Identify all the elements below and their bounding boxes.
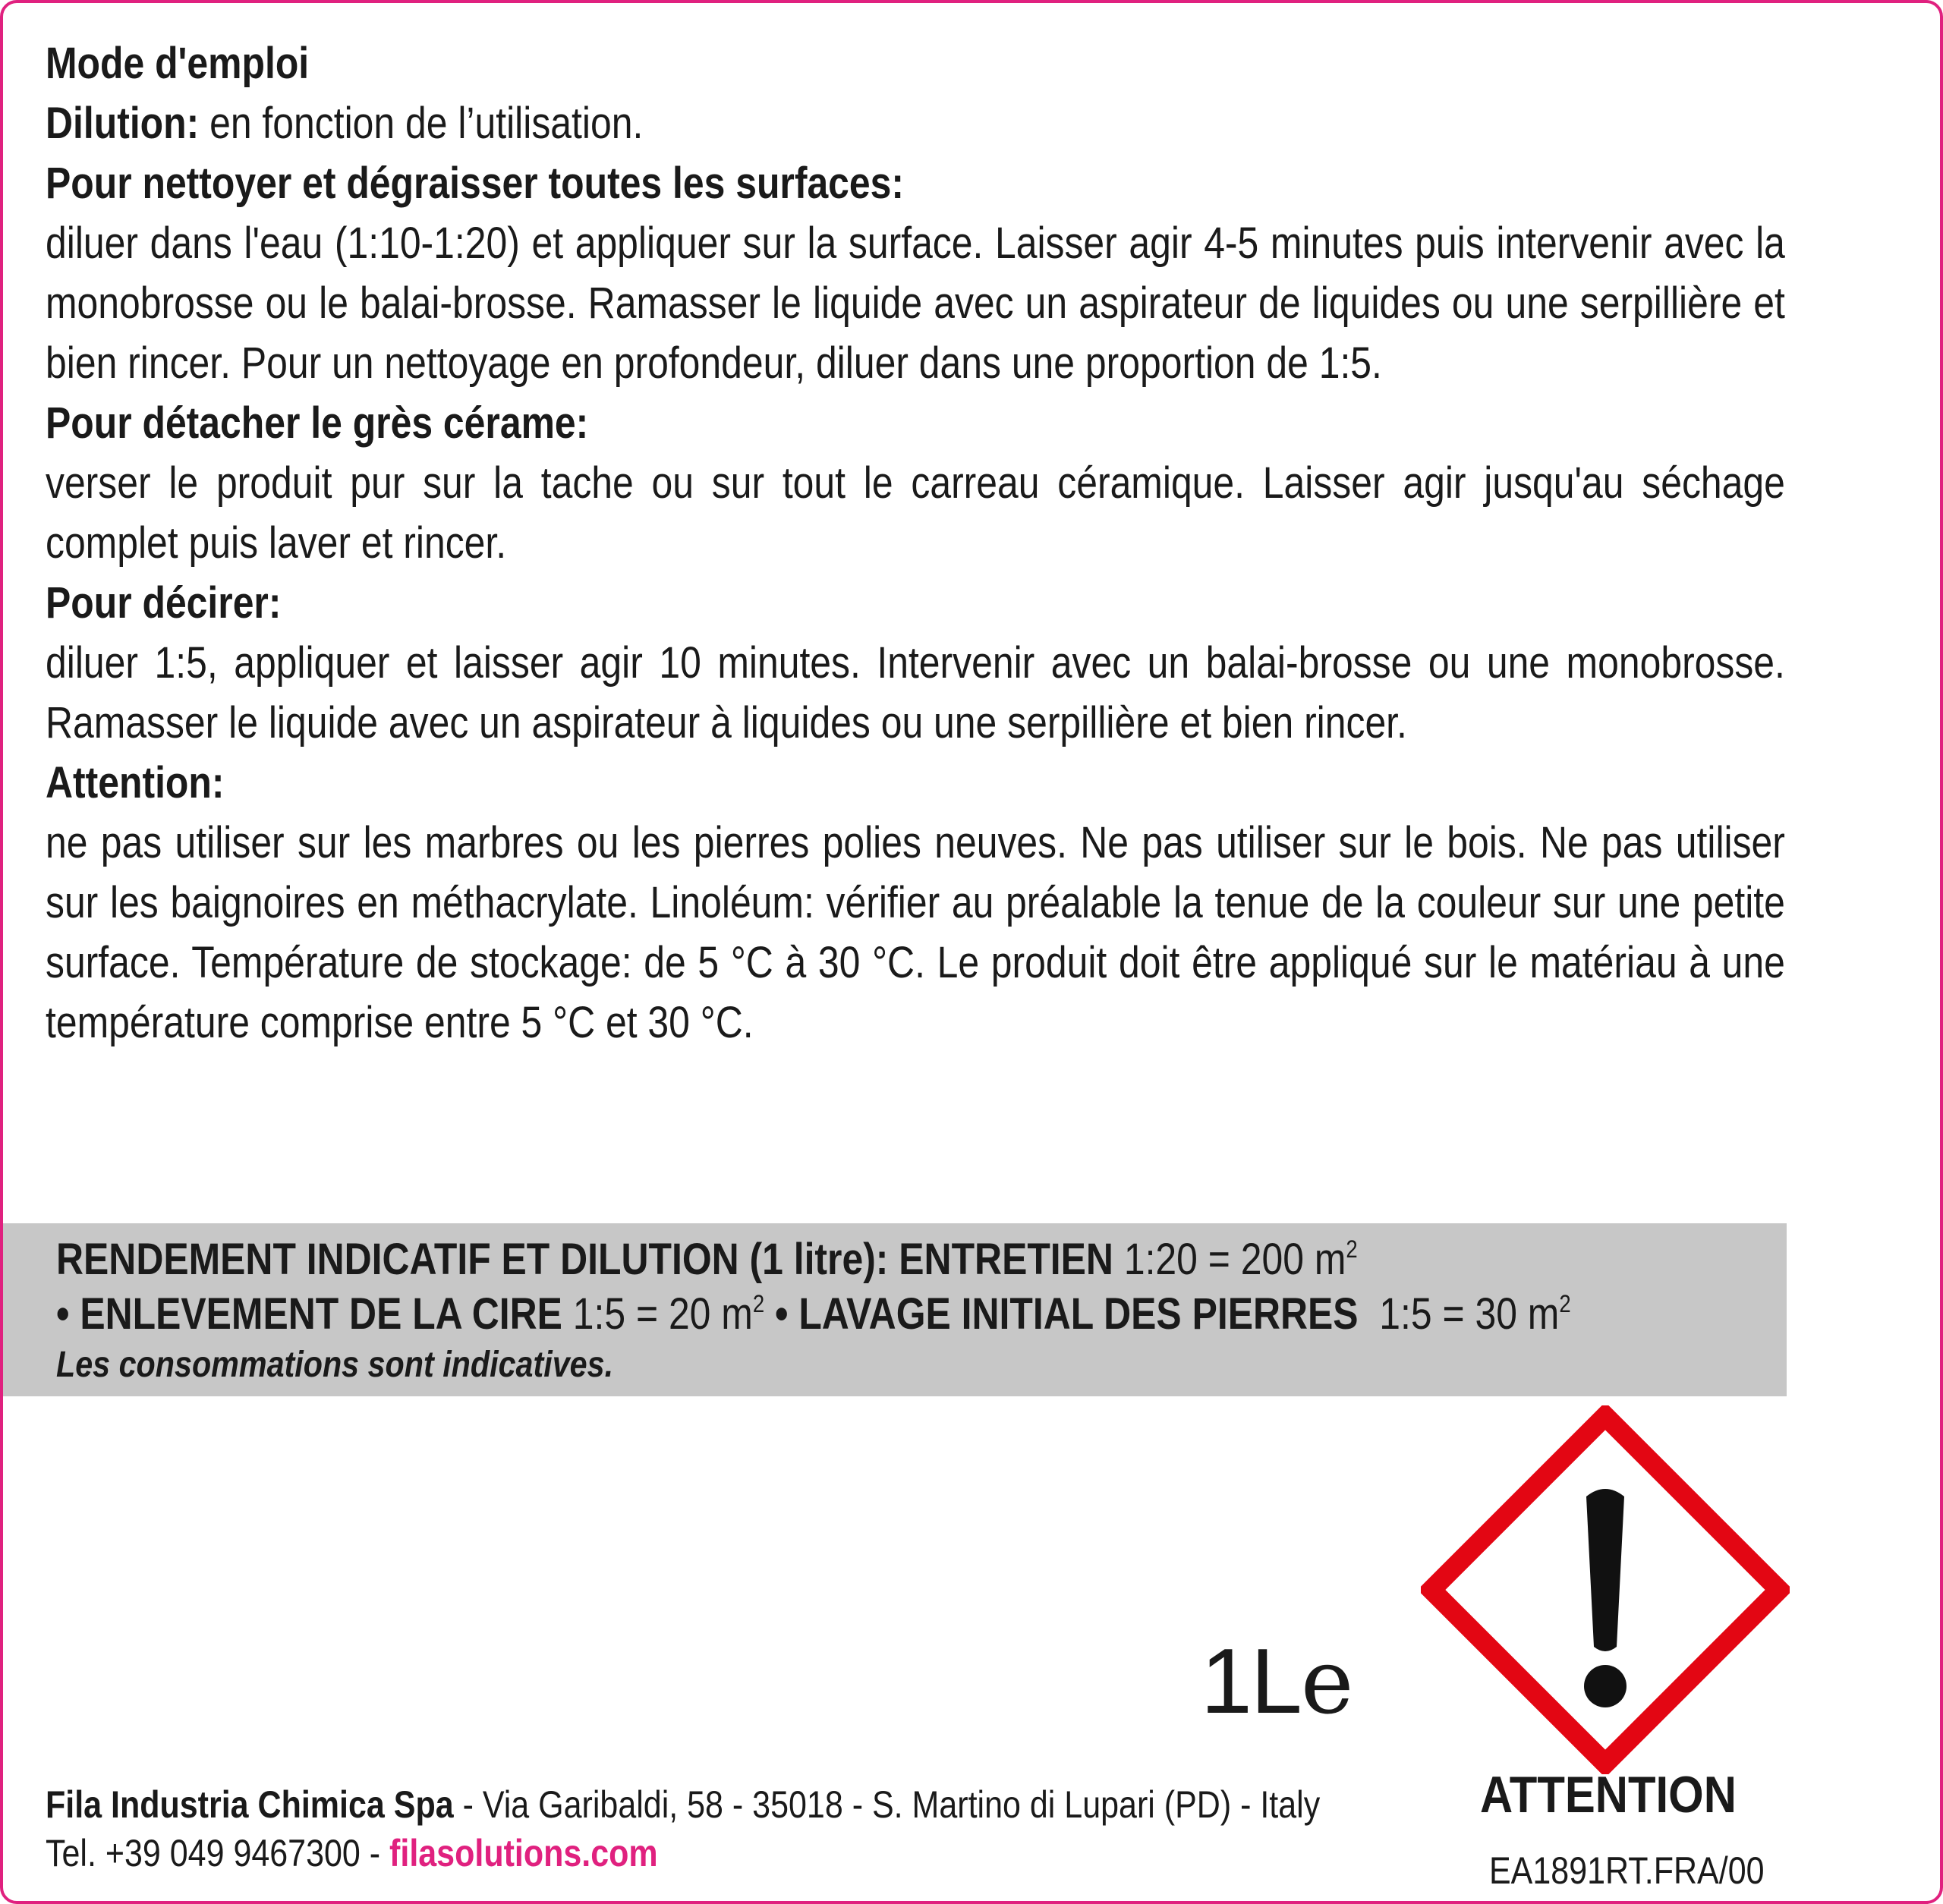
superscript: 2 xyxy=(752,1290,765,1317)
section-degrease-title: Pour nettoyer et dégraisser toutes les surfaces: xyxy=(46,159,905,208)
volume-number: 1L xyxy=(1201,1629,1301,1732)
yield-value-initial-wash: 1:5 = 30 m xyxy=(1379,1289,1560,1339)
yield-value-wax-removal: 1:5 = 20 m xyxy=(572,1289,753,1339)
dilution-text: en fonction de l’utilisation. xyxy=(199,99,644,148)
manufacturer-address xyxy=(46,1780,1320,1877)
yield-box xyxy=(3,1223,1787,1396)
dilution-label: Dilution: xyxy=(46,99,200,148)
signal-word: ATTENTION xyxy=(1480,1766,1737,1824)
company-tel: Tel. +39 049 9467300 - xyxy=(46,1832,390,1874)
yield-label: RENDEMENT INDICATIF ET DILUTION (1 litre): xyxy=(56,1235,889,1284)
exclamation-mark-icon xyxy=(1421,1405,1790,1774)
section-dewax-title: Pour décirer: xyxy=(46,578,282,628)
yield-note: Les consommations sont indicatives. xyxy=(56,1345,614,1385)
section-stain-text: verser le produit pur sur la tache ou sur tout le carreau céramique. Laisser agir jusqu'au séchage complet puis laver et rincer. xyxy=(46,458,1785,568)
yield-item-wax-removal: • ENLEVEMENT DE LA CIRE xyxy=(56,1289,562,1339)
website-link[interactable]: filasolutions.com xyxy=(389,1832,658,1874)
section-dewax-text: diluer 1:5, appliquer et laisser agir 10 minutes. Intervenir avec un balai-brosse ou une monobrosse. Ramasser le liquide avec un aspirateur à liquides ou une serpillière et bien rincer. xyxy=(46,638,1785,747)
superscript: 2 xyxy=(1559,1290,1571,1317)
volume-mark xyxy=(1201,1629,1353,1734)
usage-instructions xyxy=(46,33,1785,1053)
section-warning-title: Attention: xyxy=(46,758,225,807)
superscript: 2 xyxy=(1346,1235,1358,1263)
address-line-2 xyxy=(46,1829,1320,1877)
company-name: Fila Industria Chimica Spa xyxy=(46,1783,454,1826)
yield-content xyxy=(56,1232,1793,1389)
product-code: EA1891RT.FRA/00 xyxy=(1489,1849,1765,1892)
dilution-line xyxy=(46,93,1785,153)
yield-line-2 xyxy=(56,1287,1793,1342)
section-stain-title: Pour détacher le grès cérame: xyxy=(46,398,589,448)
section-warning-text: ne pas utiliser sur les marbres ou les pierres polies neuves. Ne pas utiliser sur le bois. Ne pas utiliser sur les baignoires en méthacrylate. Linoléum: vérifier au préalable la tenue de la couleur sur une petite surface. Température de stockage: de 5 °C à 30 °C. Le produit doit être appliqué sur le matériau à une température comprise entre 5 °C et 30 °C. xyxy=(46,818,1785,1047)
address-line-1 xyxy=(46,1780,1320,1829)
yield-item-initial-wash: • LAVAGE INITIAL DES PIERRES xyxy=(775,1289,1359,1339)
yield-item-maintenance: ENTRETIEN xyxy=(899,1235,1113,1284)
yield-line-1 xyxy=(56,1232,1793,1287)
section-degrease-text: diluer dans l'eau (1:10-1:20) et appliquer sur la surface. Laisser agir 4-5 minutes puis intervenir avec la monobrosse ou le balai-brosse. Ramasser le liquide avec un aspirateur de liquides ou une serpillière et bien rincer. Pour un nettoyage en profondeur, diluer dans une proportion de 1:5. xyxy=(46,219,1785,388)
company-address: - Via Garibaldi, 58 - 35018 - S. Martino di Lupari (PD) - Italy xyxy=(453,1783,1321,1826)
instructions-title: Mode d'emploi xyxy=(46,39,310,88)
estimated-sign: e xyxy=(1300,1629,1353,1734)
yield-value-maintenance: 1:20 = 200 m xyxy=(1123,1235,1346,1284)
